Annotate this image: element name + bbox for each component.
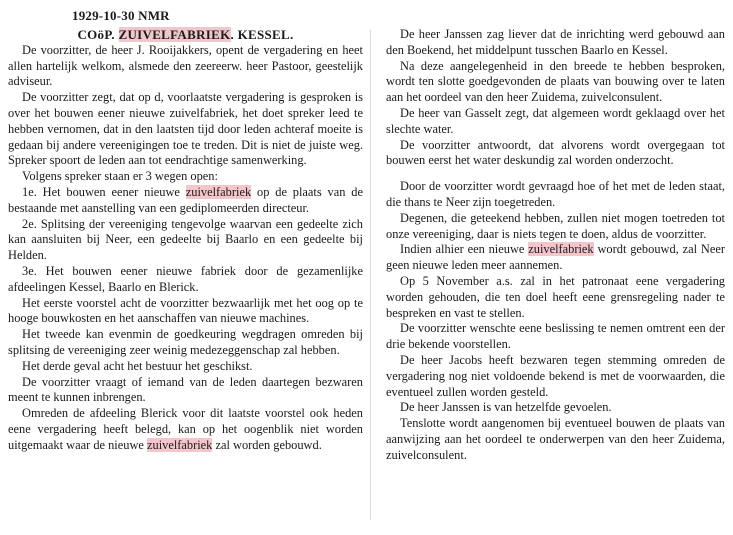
text: 1e. Het bouwen eener nieuwe <box>22 184 186 199</box>
highlight-keyword: zuivelfabriek <box>147 437 213 452</box>
date-line: 1929-10-30 NMR <box>72 8 170 23</box>
paragraph: 2e. Splitsing der vereeniging tengevolge waarvan een gedeelte zich kan aansluiten bij Neer, een gedeelte bij Baarlo en een gedeelte bij Helden. <box>8 216 363 263</box>
text: wordt gebouwd, zal Neer geen nieuwe leden meer aannemen. <box>386 242 725 273</box>
paragraph: Op 5 November a.s. zal in het patronaat eene vergadering worden gehouden, die ten doel heeft eene grensregeling nader te bespreken en vast te stellen. <box>386 273 725 320</box>
highlight-keyword: zuivelfabriek <box>185 184 252 199</box>
paragraph: De heer Jacobs heeft bezwaren tegen stemming omreden de vergadering nog niet voldoende bekend is met de voorwaarden, die eventueel zullen worden gesteld. <box>386 352 725 399</box>
paragraph: De voorzitter vraagt of iemand van de leden daartegen bezwaren meent te kunnen inbrengen. <box>8 374 363 405</box>
text: zal worden gebouwd. <box>212 437 322 452</box>
paragraph: Volgens spreker staan er 3 wegen open: <box>22 169 218 184</box>
paragraph: De heer van Gasselt zegt, dat algemeen wordt geklaagd over het slechte water. <box>386 105 725 136</box>
paragraph: Degenen, die geteekend hebben, zullen niet mogen toetreden tot onze vereeniging, daar is niets tegen te doen, aldus de voorzitter. <box>386 210 725 241</box>
paragraph-indien <box>386 242 725 274</box>
title-keyword: ZUIVELFABRIEK <box>118 27 231 42</box>
text: Indien alhier een nieuwe <box>400 242 529 257</box>
paragraph: De heer Janssen is van hetzelfde gevoelen. <box>400 400 612 415</box>
article-title <box>8 27 363 43</box>
paragraph: 3e. Het bouwen eener nieuwe fabriek door de gezamenlijke afdeelingen Kessel, Baarlo en Blerick. <box>8 263 363 294</box>
highlight-keyword: zuivelfabriek <box>528 242 594 257</box>
paragraph: Het tweede kan evenmin de goedkeuring wegdragen omreden bij splitsing de vereeniging zeer weinig medezeggenschap zal hebben. <box>8 327 363 357</box>
paragraph: De voorzitter antwoordt, dat alvorens wordt overgegaan tot bouwen eerst het water deskundig zal worden onderzocht. <box>386 137 725 168</box>
paragraph-option-1 <box>8 185 363 217</box>
spacer <box>386 169 725 179</box>
paragraph: De heer Janssen zag liever dat de inrichting werd gebouwd aan den Boekend, het middelpunt tusschen Baarlo en Kessel. <box>386 27 725 57</box>
paragraph-last <box>8 406 363 453</box>
paragraph: De voorzitter wenschte eene beslissing te nemen omtrent een der drie bekende voorstellen. <box>386 321 725 352</box>
paragraph: De voorzitter zegt, dat op d, voorlaatste vergadering is gesproken is over het bouwen eener nieuwe zuivelfabriek, het doet spreker leed te hebben vernomen, dat in den laatsten tijd door leden achteraf moeite is gedaan bij andere vereenigingen toe te treden. Dit is niet de juiste weg. Spreker spoort de leden aan tot eendrachtige samenwerking. <box>8 90 363 168</box>
title-suffix: . KESSEL. <box>230 27 294 42</box>
article-left-column <box>8 27 363 522</box>
paragraph: Door de voorzitter wordt gevraagd hoe of het met de leden staat, die thans te Neer zijn toegetreden. <box>386 179 725 209</box>
paragraph: Het derde geval acht het bestuur het geschikst. <box>22 358 253 373</box>
paragraph: Tenslotte wordt aangenomen bij eventueel bouwen de plaats van aanwijzing aan het oordeel te onderwerpen van den heer Zuidema, zuivelconsulent. <box>386 416 725 462</box>
paragraph: Na deze aangelegenheid in den breede te hebben besproken, wordt ten slotte goedgevonden de plaats van bouwing over te laten aan het oordeel van den heer Zuidema, zuivelconsulent. <box>386 58 725 105</box>
column-divider <box>370 30 371 520</box>
article-right-column <box>386 27 725 522</box>
paragraph: De voorzitter, de heer J. Rooijakkers, opent de vergadering en heet allen hartelijk welkom, alsmede den zeereerw. heer Pastoor, geestelijk adviseur. <box>8 42 363 89</box>
paragraph: Het eerste voorstel acht de voorzitter bezwaarlijk met het oog op te hooge bouwkosten en het aanschaffen van nieuwe machines. <box>8 295 363 326</box>
title-prefix: COöP. <box>77 27 115 42</box>
text: Omreden de afdeeling Blerick voor dit laatste voorstel ook heden eene vergadering heeft belegd, kan op het oogenblik niet worden uitgemaakt waar de nieuwe <box>8 406 363 452</box>
text: op de plaats van de bestaande met aanstelling van een gediplomeerden directeur. <box>8 184 363 215</box>
